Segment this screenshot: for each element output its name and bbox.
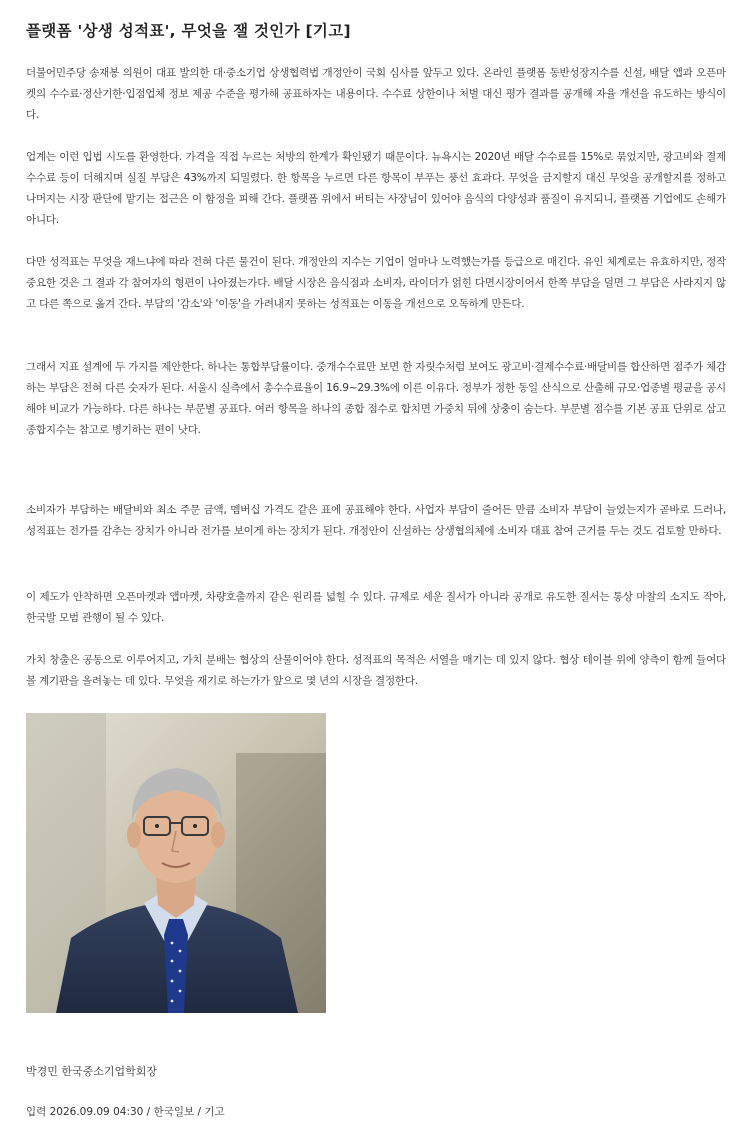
- article-paragraph: 업계는 이런 입법 시도를 환영한다. 가격을 직접 누르는 처방의 한계가 확인됐기 때문이다. 뉴욕시는 2020년 배달 수수료를 15%로 묶었지만, 광고비와 결제수수료 등이 더해지며 실질 부담은 43%까지 되밀렸다. 한 항목을 누르면 다른 항목이 부푸는 풍선 효과다. 무엇을 금지할지 대신 무엇을 공개할지를 정하고 나머지는 시장 판단에 맡기는 접근은 이 함정을 피해 간다. 플랫폼 위에서 버티는 사장님이 있어야 음식의 다양성과 품질이 유지되니, 플랫폼 기업에도 손해가 아니다.: [26, 151, 726, 226]
- article-title: 플랫폼 '상생 성적표', 무엇을 잴 것인가 [기고]: [26, 22, 351, 40]
- article-paragraph: 더불어민주당 송재봉 의원이 대표 발의한 대·중소기업 상생협력법 개정안이 국회 심사를 앞두고 있다. 온라인 플랫폼 동반성장지수를 신설, 배달 앱과 오픈마켓의 수수료·정산기한·입점업체 정보 제공 수준을 평가해 공표하자는 내용이다. 수수료 상한이나 처벌 대신 평가 결과를 공개해 자율 개선을 유도하는 방식이다.: [26, 67, 726, 121]
- article-paragraph: 이 제도가 안착하면 오픈마켓과 앱마켓, 차량호출까지 같은 원리를 넓힐 수 있다. 규제로 세운 질서가 아니라 공개로 유도한 질서는 통상 마찰의 소지도 작아, 한국발 모범 관행이 될 수 있다.: [26, 591, 726, 624]
- publish-info: 입력 2026.09.09 04:30 / 한국일보 / 기고: [26, 1106, 225, 1118]
- author-photo: [26, 713, 326, 1013]
- article-paragraph: 그래서 지표 설계에 두 가지를 제안한다. 하나는 통합부담률이다. 중개수수료만 보면 한 자릿수처럼 보여도 광고비·결제수수료·배달비를 합산하면 점주가 체감하는 부담은 전혀 다른 숫자가 된다. 서울시 실측에서 총수수료율이 16.9~29.3%에 이른 이유다. 정부가 정한 동일 산식으로 산출해 규모·업종별 평균을 공시해야 비교가 가능하다. 다른 하나는 부문별 공표다. 여러 항목을 하나의 종합 점수로 합치면 가중치 뒤에 상충이 숨는다. 부문별 점수를 기본 공표 단위로 삼고 종합지수는 참고로 병기하는 편이 낫다.: [26, 361, 726, 436]
- article-paragraph: 다만 성적표는 무엇을 재느냐에 따라 전혀 다른 물건이 된다. 개정안의 지수는 기업이 얼마나 노력했는가를 등급으로 매긴다. 유인 체계로는 유효하지만, 정작 중요한 것은 그 결과 각 참여자의 형편이 나아졌는가다. 배달 시장은 음식점과 소비자, 라이더가 얽힌 다면시장이어서 한쪽 부담을 덜면 그 부담은 사라지지 않고 다른 쪽으로 옮겨 간다. 부담의 '감소'와 '이동'을 가려내지 못하는 성적표는 이동을 개선으로 오독하게 만든다.: [26, 256, 726, 310]
- author-portrait: [26, 713, 326, 1013]
- article-paragraph: 소비자가 부담하는 배달비와 최소 주문 금액, 멤버십 가격도 같은 표에 공표해야 한다. 사업자 부담이 줄어든 만큼 소비자 부담이 늘었는지가 곧바로 드러나, 성적표는 전가를 감추는 장치가 아니라 전가를 보이게 하는 장치가 된다. 개정안이 신설하는 상생협의체에 소비자 대표 참여 근거를 두는 것도 검토할 만하다.: [26, 504, 726, 537]
- author-byline: 박경민 한국중소기업학회장: [26, 1065, 158, 1078]
- article-paragraph: 가치 창출은 공동으로 이루어지고, 가치 분배는 협상의 산물이어야 한다. 성적표의 목적은 서열을 매기는 데 있지 않다. 협상 테이블 위에 양측이 함께 들여다볼 계기판을 올려놓는 데 있다. 무엇을 재기로 하는가가 앞으로 몇 년의 시장을 결정한다.: [26, 654, 726, 687]
